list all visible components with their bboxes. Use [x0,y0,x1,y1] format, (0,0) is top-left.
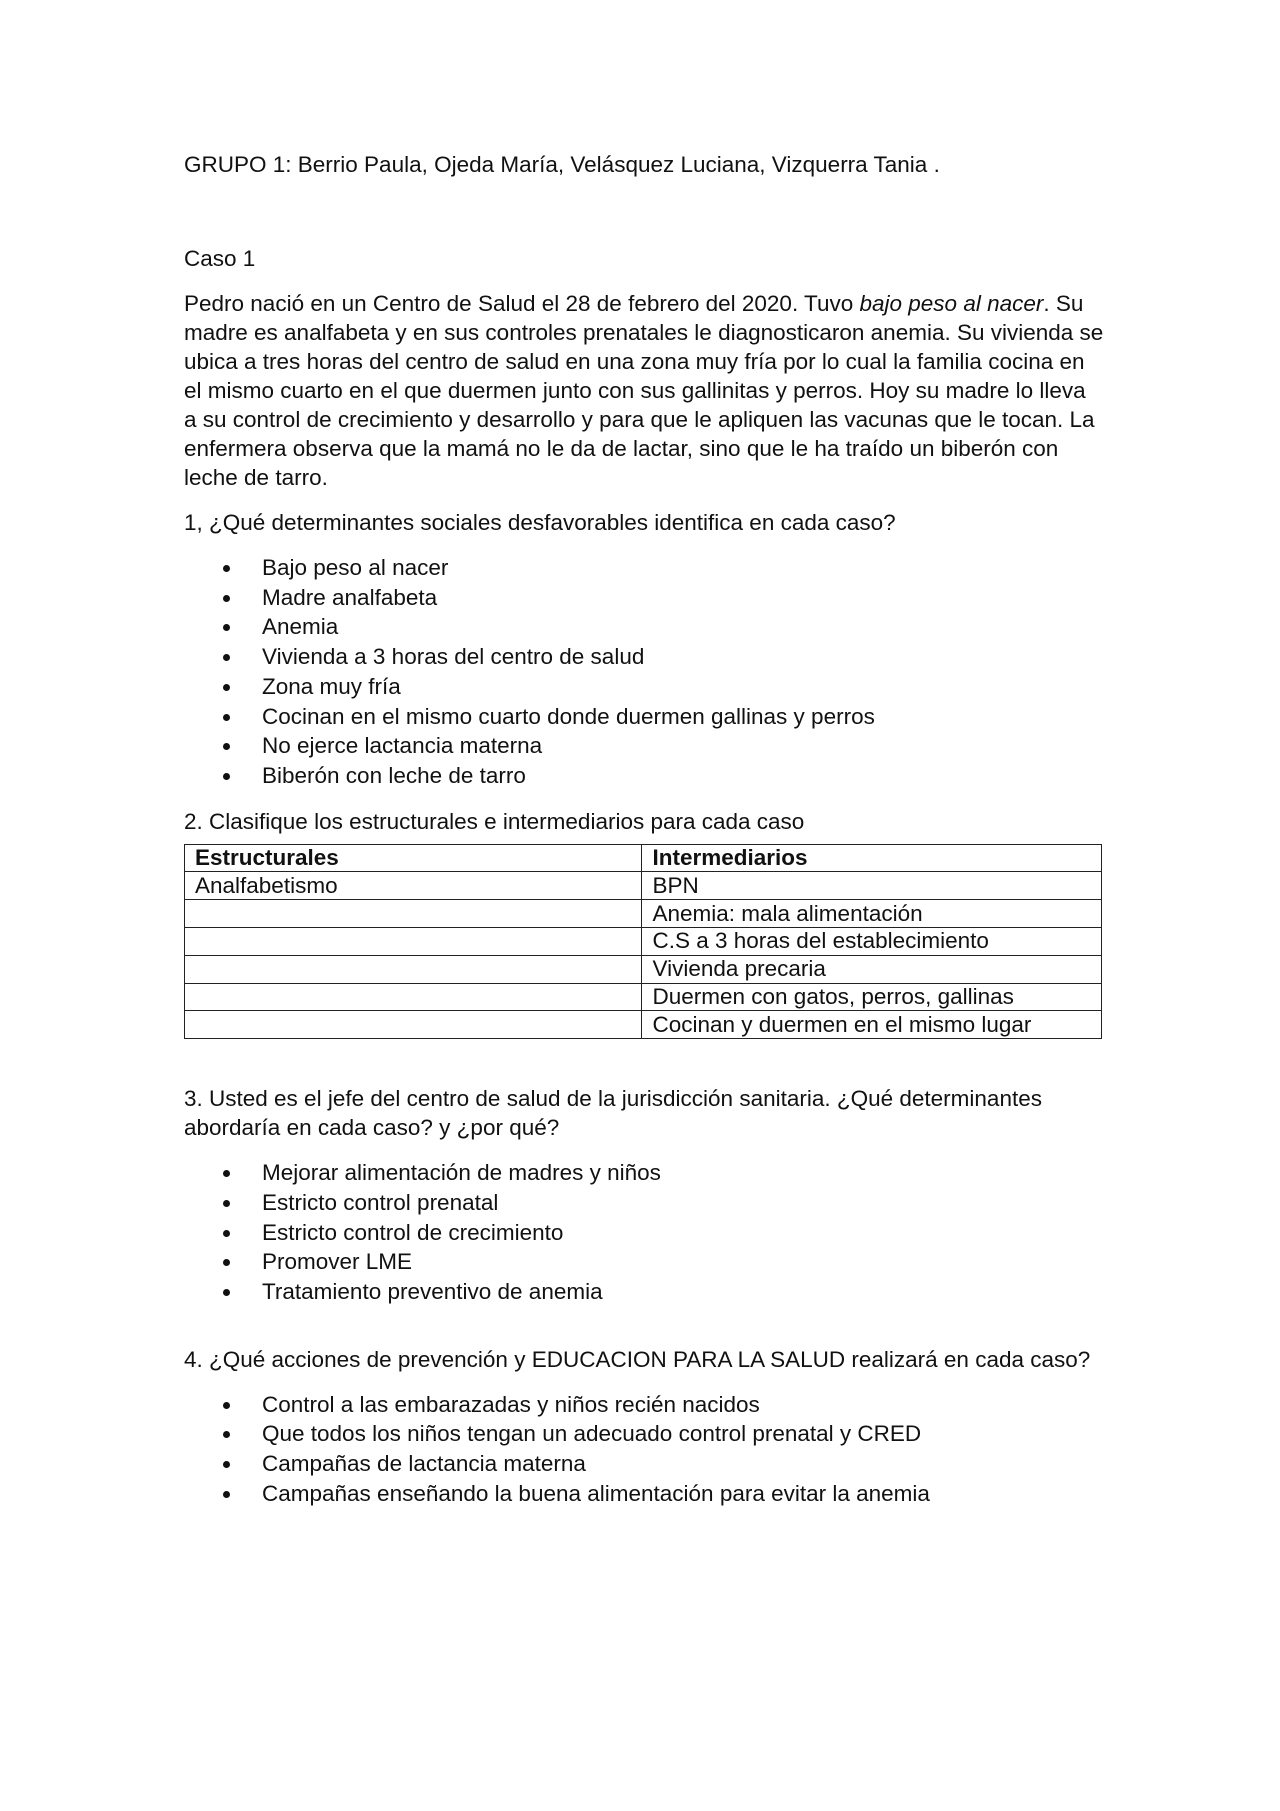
list-item-text: Vivienda a 3 horas del centro de salud [262,644,645,670]
list-item [184,702,1104,732]
q1-list [184,553,1104,791]
table-cell: Vivienda precaria [642,955,1102,983]
list-item [184,1419,1104,1449]
determinants-table [184,844,1102,1040]
case-text-part1: Pedro nació en un Centro de Salud el 28 de febrero del 2020. Tuvo [184,291,860,316]
list-item-text: Zona muy fría [262,673,401,699]
header-intermediarios: Intermediarios [642,844,1102,872]
bullet-icon [223,743,230,750]
q4-list [184,1390,1104,1509]
question-3: 3. Usted es el jefe del centro de salud de la jurisdicción sanitaria. ¿Qué determinantes abordaría en cada caso? y ¿por qué? [184,1086,1042,1141]
list-item [184,1218,1104,1248]
question-2: 2. Clasifique los estructurales e intermediarios para cada caso [184,808,805,834]
list-item [184,761,1104,791]
list-item [184,1247,1104,1277]
table-cell: C.S a 3 horas del establecimiento [642,928,1102,956]
table-cell: BPN [642,872,1102,900]
table-row [185,1011,1102,1039]
list-item [184,583,1104,613]
list-item-text: Que todos los niños tengan un adecuado control prenatal y CRED [262,1421,922,1447]
list-item-text: Campañas de lactancia materna [262,1451,586,1477]
bullet-icon [223,1491,230,1498]
bullet-icon [223,1259,230,1266]
bullet-icon [223,1170,230,1177]
list-item-text: Campañas enseñando la buena alimentación para evitar la anemia [262,1480,930,1506]
list-item [184,642,1104,672]
list-item [184,672,1104,702]
case-description [184,289,1104,492]
bullet-icon [223,773,230,780]
bullet-icon [223,595,230,602]
list-item-text: No ejerce lactancia materna [262,733,543,759]
bullet-icon [223,565,230,572]
table-row [185,872,1102,900]
list-item [184,731,1104,761]
table-cell [185,900,642,928]
table-row [185,955,1102,983]
bullet-icon [223,654,230,661]
bullet-icon [223,714,230,721]
list-item-text: Anemia [262,614,339,640]
question-4: 4. ¿Qué acciones de prevención y EDUCACION PARA LA SALUD realizará en cada caso? [184,1346,1091,1372]
list-item [184,1188,1104,1218]
case-text-italic: bajo peso al nacer [859,291,1044,316]
list-item [184,1449,1104,1479]
list-item-text: Promover LME [262,1249,413,1275]
list-item [184,1479,1104,1509]
list-item [184,1390,1104,1420]
list-item-text: Cocinan en el mismo cuarto donde duermen gallinas y perros [262,703,875,729]
bullet-icon [223,1402,230,1409]
table-header-row [185,844,1102,872]
list-item [184,1277,1104,1307]
bullet-icon [223,1230,230,1237]
table-row [185,983,1102,1011]
table-cell: Anemia: mala alimentación [642,900,1102,928]
group-header: GRUPO 1: Berrio Paula, Ojeda María, Velásquez Luciana, Vizquerra Tania . [184,152,940,177]
list-item [184,1158,1104,1188]
table-cell: Duermen con gatos, perros, gallinas [642,983,1102,1011]
list-item-text: Control a las embarazadas y niños recién nacidos [262,1391,760,1417]
list-item-text: Estricto control de crecimiento [262,1219,564,1245]
list-item-text: Madre analfabeta [262,584,438,610]
table-cell: Cocinan y duermen en el mismo lugar [642,1011,1102,1039]
list-item [184,612,1104,642]
bullet-icon [223,624,230,631]
list-item-text: Tratamiento preventivo de anemia [262,1279,603,1305]
table-cell [185,1011,642,1039]
bullet-icon [223,1431,230,1438]
case-title: Caso 1 [184,246,256,271]
list-item-text: Biberón con leche de tarro [262,762,526,788]
bullet-icon [223,1289,230,1296]
table-row [185,900,1102,928]
table-cell [185,955,642,983]
list-item [184,553,1104,583]
header-estructurales: Estructurales [185,844,642,872]
list-item-text: Estricto control prenatal [262,1189,499,1215]
list-item-text: Mejorar alimentación de madres y niños [262,1160,661,1186]
question-1: 1, ¿Qué determinantes sociales desfavorables identifica en cada caso? [184,510,896,535]
bullet-icon [223,1200,230,1207]
q3-list [184,1158,1104,1307]
list-item-text: Bajo peso al nacer [262,555,449,580]
document-page [184,150,1104,1525]
table-cell [185,983,642,1011]
bullet-icon [223,684,230,691]
table-cell [185,928,642,956]
table-row [185,928,1102,956]
bullet-icon [223,1461,230,1468]
table-cell: Analfabetismo [185,872,642,900]
case-text-part2: . Su madre es analfabeta y en sus controles prenatales le diagnosticaron anemia. Su vivienda se ubica a tres horas del centro de salud en una zona muy fría por lo cual la familia cocina en el mismo cuarto en el que duermen junto con sus gallinitas y perros. Hoy su madre lo lleva a su control de crecimiento y desarrollo y para que le apliquen las vacunas que le tocan. La enfermera observa que la mamá no le da de lactar, sino que le ha traído un biberón con leche de tarro. [184,291,1104,490]
